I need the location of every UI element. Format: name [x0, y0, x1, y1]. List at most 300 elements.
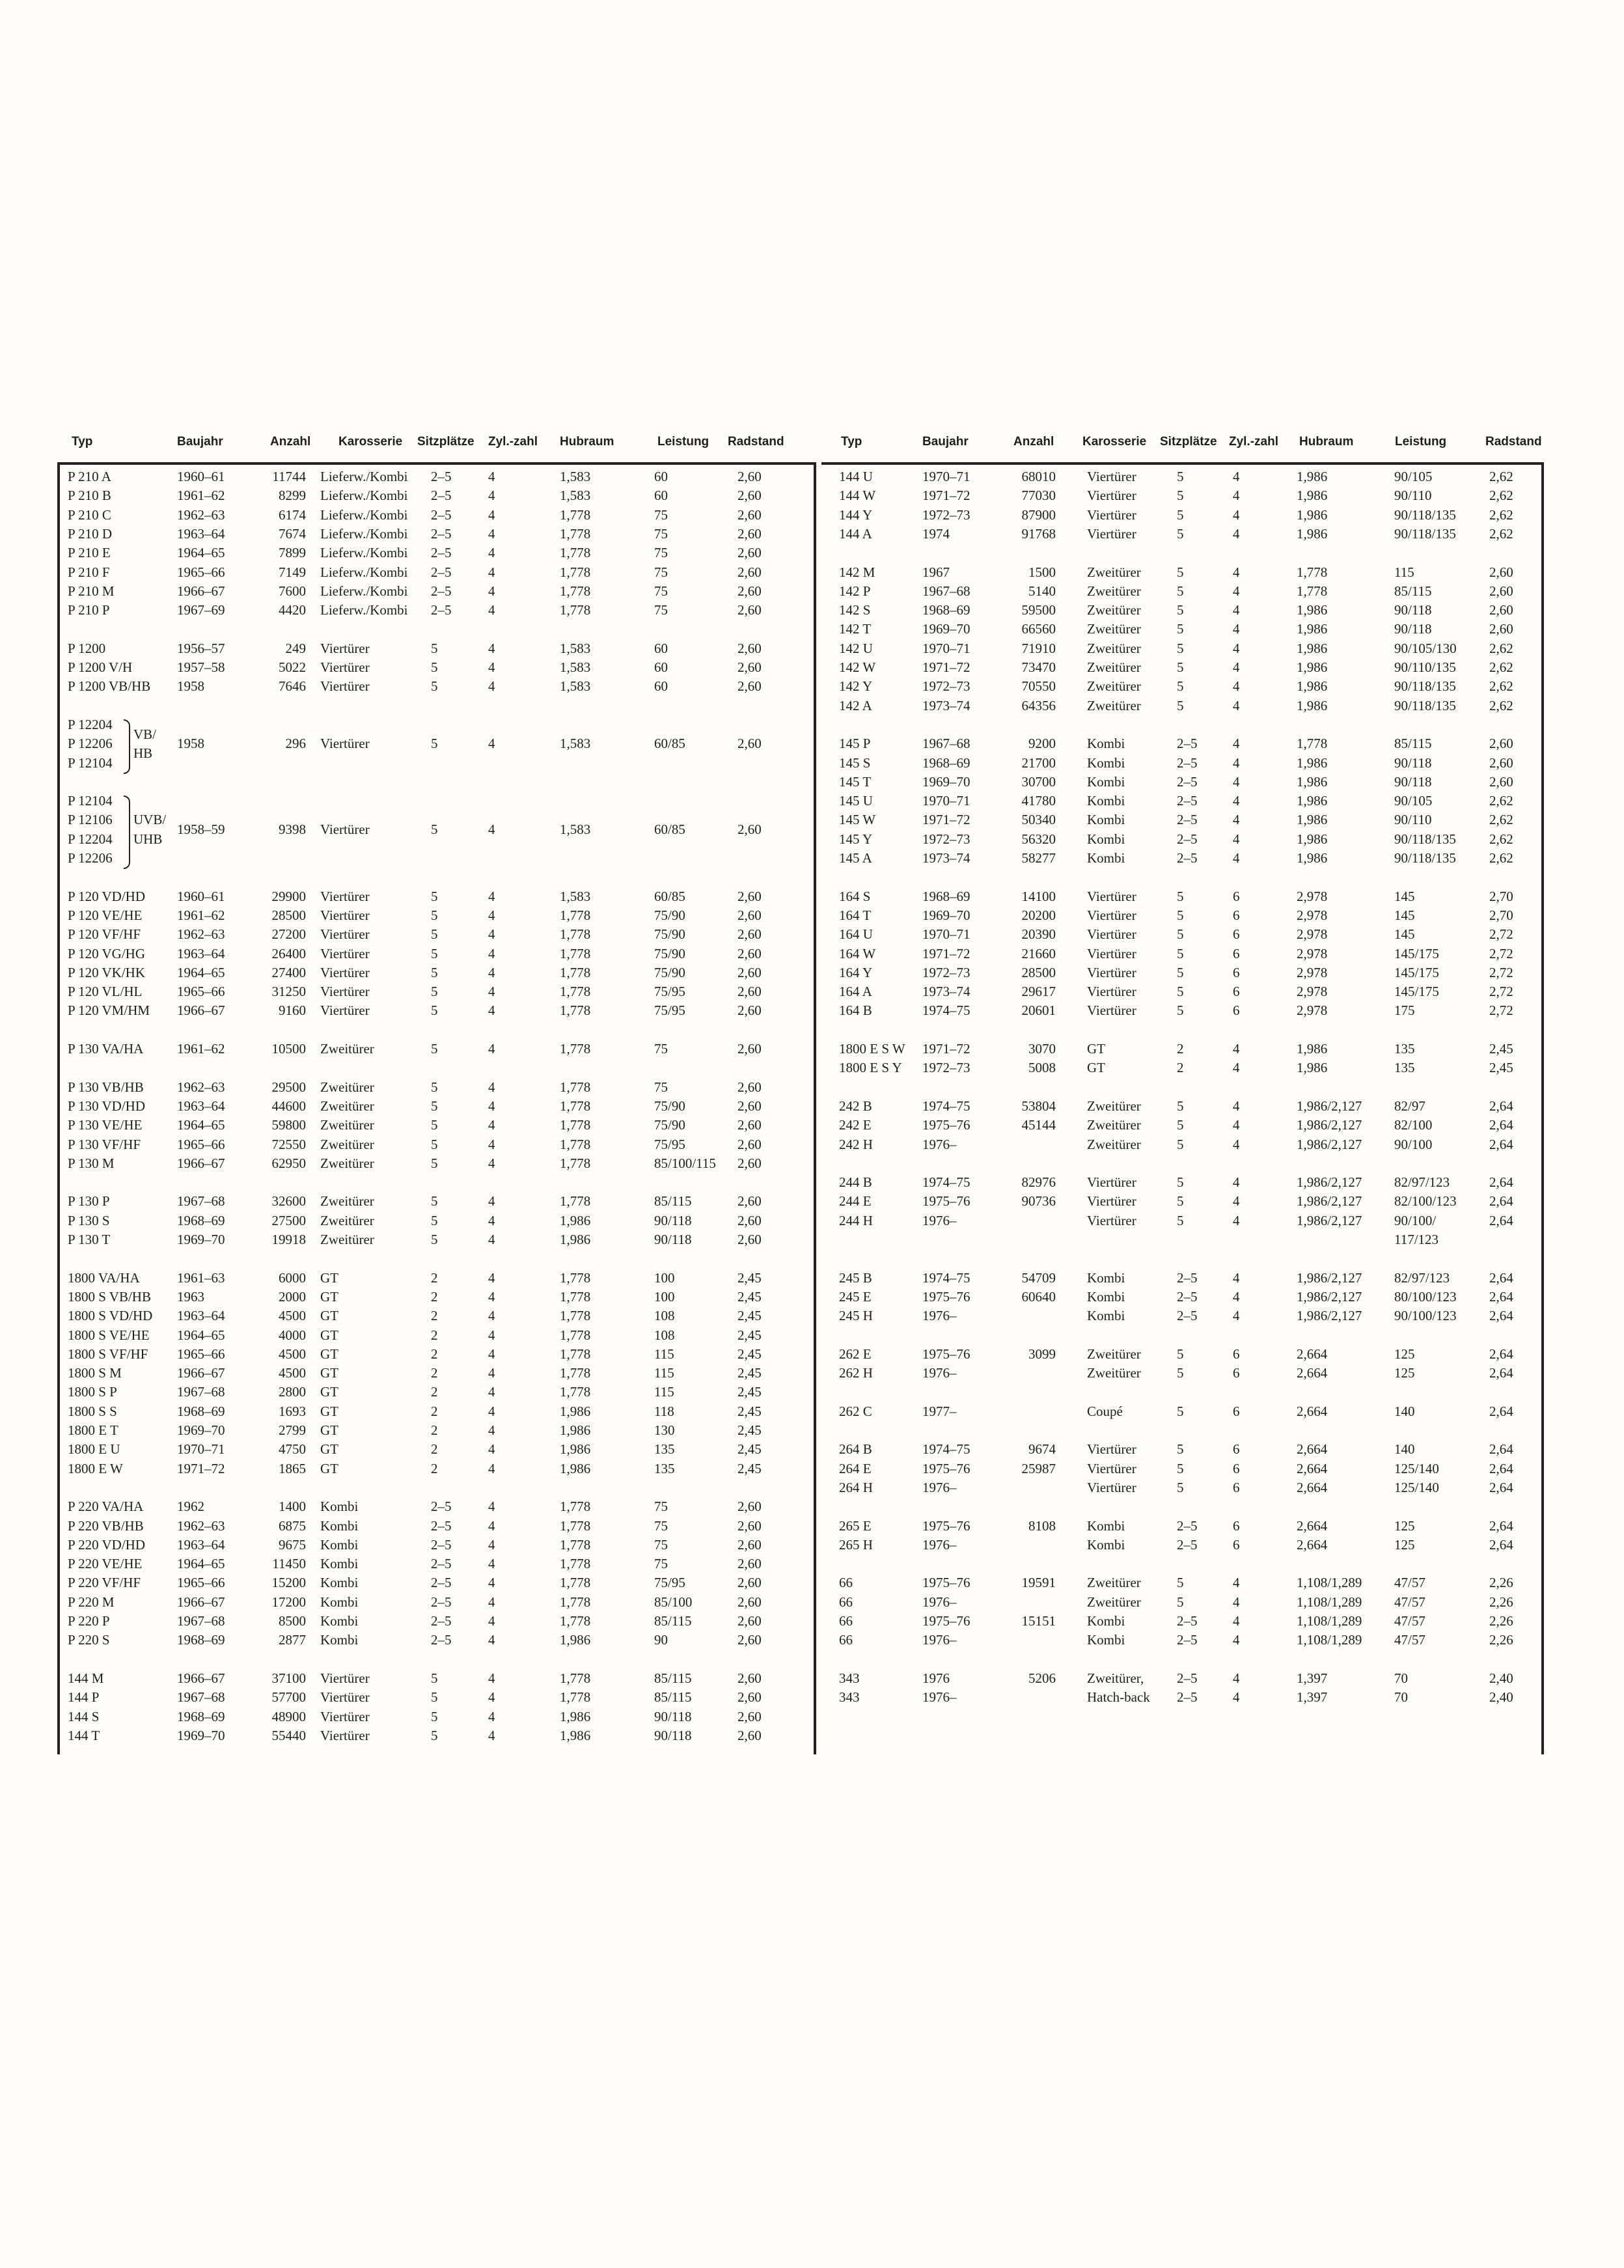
cell-hubraum: 1,583	[560, 736, 591, 752]
header-baujahr: Baujahr	[922, 435, 969, 449]
cell-karosserie: Zweitürer	[1087, 564, 1141, 580]
cell-leistung: 90/118/135	[1394, 697, 1456, 713]
cell-baujahr: 1966–67	[177, 1155, 225, 1171]
cell-sitzplaetze: 5	[431, 1689, 438, 1706]
cell-anzahl: 2877	[279, 1632, 306, 1648]
cell-karosserie: Viertürer	[1087, 1441, 1136, 1458]
cell-karosserie: Viertürer	[320, 945, 370, 961]
cell-sitzplaetze: 5	[1177, 964, 1184, 980]
cell-hubraum: 1,778	[560, 1288, 591, 1305]
cell-leistung: 145	[1394, 926, 1415, 943]
cell-karosserie: Viertürer	[1087, 964, 1136, 980]
cell-leistung: 108	[654, 1327, 675, 1343]
cell-karosserie: Kombi	[1087, 850, 1125, 866]
cell-karosserie: Viertürer	[320, 1670, 370, 1686]
cell-sitzplaetze: 5	[1177, 1098, 1184, 1114]
cell-sitzplaetze: 5	[1177, 525, 1184, 542]
header-karosserie: Karosserie	[1082, 435, 1147, 449]
cell-zylinder: 4	[1233, 488, 1240, 504]
cell-type: 262 H	[839, 1365, 873, 1381]
header-type: Typ	[72, 435, 93, 449]
cell-radstand: 2,62	[1489, 506, 1513, 523]
table-row	[0, 698, 1624, 717]
cell-hubraum: 1,986	[1297, 812, 1328, 828]
cell-leistung: 60/85	[654, 822, 685, 838]
cell-karosserie: Zweitürer	[1087, 583, 1141, 599]
table-row	[0, 1575, 1624, 1594]
cell-sitzplaetze: 2–5	[431, 506, 452, 523]
cell-baujahr: 1967–69	[177, 602, 225, 618]
cell-radstand: 2,62	[1489, 831, 1513, 847]
cell-anzahl: 7899	[279, 545, 306, 561]
cell-zylinder: 6	[1233, 907, 1240, 923]
cell-zylinder: 4	[488, 1632, 495, 1648]
cell-anzahl: 56320	[1021, 831, 1056, 847]
cell-hubraum: 2,664	[1297, 1460, 1328, 1476]
cell-sitzplaetze: 2–5	[1177, 812, 1198, 828]
cell-leistung: 70	[1394, 1689, 1408, 1706]
cell-anzahl: 20200	[1021, 907, 1056, 923]
cell-baujahr: 1960–61	[177, 888, 225, 904]
cell-sitzplaetze: 2	[431, 1403, 438, 1419]
cell-type: P 120 VD/HD	[68, 888, 146, 904]
cell-hubraum: 2,664	[1297, 1517, 1328, 1534]
cell-baujahr: 1963–64	[177, 945, 225, 961]
header-anzahl: Anzahl	[1013, 435, 1054, 449]
cell-baujahr: 1967–68	[922, 736, 970, 752]
cell-type: 164 B	[839, 1003, 872, 1019]
cell-baujahr: 1961–62	[177, 488, 225, 504]
cell-baujahr: 1964–65	[177, 545, 225, 561]
cell-karosserie: Zweitürer,	[1087, 1670, 1144, 1686]
cell-hubraum: 1,986	[1297, 602, 1328, 618]
cell-karosserie: Lieferw./Kombi	[320, 506, 408, 523]
cell-anzahl: 8500	[279, 1613, 306, 1629]
cell-type: 145 U	[839, 793, 873, 809]
cell-leistung: 85/115	[654, 1613, 692, 1629]
cell-hubraum: 1,986	[1297, 754, 1328, 771]
cell-leistung: 75	[654, 1079, 668, 1095]
cell-hubraum: 1,986	[1297, 621, 1328, 637]
cell-type: 1800 S P	[68, 1384, 117, 1400]
cell-karosserie: Viertürer	[1087, 1193, 1136, 1210]
cell-hubraum: 1,778	[560, 945, 591, 961]
cell-type: 242 B	[839, 1098, 872, 1114]
cell-sitzplaetze: 5	[431, 659, 438, 675]
cell-leistung: 175	[1394, 1003, 1415, 1019]
cell-radstand: 2,45	[737, 1441, 762, 1458]
cell-sitzplaetze: 2–5	[1177, 1269, 1198, 1286]
cell-karosserie: GT	[320, 1288, 338, 1305]
cell-radstand: 2,64	[1489, 1136, 1513, 1152]
cell-leistung: 90/118/135	[1394, 525, 1456, 542]
cell-karosserie: GT	[320, 1384, 338, 1400]
cell-sitzplaetze: 2–5	[1177, 1517, 1198, 1534]
cell-anzahl: 5008	[1028, 1060, 1056, 1076]
cell-karosserie: Lieferw./Kombi	[320, 469, 408, 484]
cell-sitzplaetze: 5	[1177, 469, 1184, 484]
cell-baujahr: 1968–69	[177, 1632, 225, 1648]
cell-hubraum: 1,778	[560, 926, 591, 943]
cell-sitzplaetze: 5	[431, 984, 438, 1000]
cell-leistung: 90/105	[1394, 793, 1433, 809]
cell-hubraum: 1,986	[1297, 678, 1328, 695]
table-row	[0, 1327, 1624, 1346]
cell-zylinder: 4	[1233, 1212, 1240, 1228]
cell-baujahr: 1971–72	[922, 1041, 970, 1057]
cell-zylinder: 4	[1233, 506, 1240, 523]
cell-sitzplaetze: 2–5	[431, 1517, 452, 1534]
cell-zylinder: 4	[1233, 583, 1240, 599]
cell-zylinder: 4	[488, 545, 495, 561]
cell-anzahl: 72550	[271, 1136, 306, 1152]
table-row	[0, 965, 1624, 984]
table-row	[0, 907, 1624, 926]
cell-karosserie: Viertürer	[1087, 1460, 1136, 1476]
cell-leistung: 75	[654, 602, 668, 618]
cell-baujahr: 1975–76	[922, 1346, 970, 1362]
cell-baujahr: 1976–	[922, 1594, 957, 1610]
cell-sitzplaetze: 5	[1177, 1212, 1184, 1228]
cell-karosserie: GT	[1087, 1060, 1105, 1076]
cell-sitzplaetze: 5	[1177, 1174, 1184, 1191]
cell-anzahl: 66560	[1021, 621, 1056, 637]
cell-type: P 130 M	[68, 1155, 115, 1171]
cell-type: P 12104	[68, 754, 113, 771]
cell-hubraum: 2,978	[1297, 1003, 1328, 1019]
cell-sitzplaetze: 2	[431, 1384, 438, 1400]
cell-anzahl: 3070	[1028, 1041, 1056, 1057]
cell-type: P 12106	[68, 812, 113, 828]
cell-zylinder: 4	[488, 1308, 495, 1324]
cell-anzahl: 31250	[271, 984, 306, 1000]
table-row	[0, 1213, 1624, 1232]
cell-baujahr: 1972–73	[922, 964, 970, 980]
cell-sitzplaetze: 2–5	[431, 564, 452, 580]
cell-leistung: 90/118	[654, 1727, 692, 1743]
cell-sitzplaetze: 2–5	[1177, 793, 1198, 809]
header-rule-right	[821, 462, 1544, 465]
cell-karosserie: Zweitürer	[320, 1155, 374, 1171]
cell-radstand: 2,60	[1489, 564, 1513, 580]
cell-karosserie: Viertürer	[320, 640, 370, 656]
cell-sitzplaetze: 2–5	[1177, 1308, 1198, 1324]
cell-zylinder: 4	[488, 1422, 495, 1438]
cell-karosserie: Lieferw./Kombi	[320, 583, 408, 599]
table-row	[0, 488, 1624, 506]
cell-leistung: 135	[654, 1441, 675, 1458]
cell-sitzplaetze: 5	[431, 945, 438, 961]
header-sitzplaetze: Sitzplätze	[417, 435, 475, 449]
cell-baujahr: 1968–69	[922, 888, 970, 904]
cell-radstand: 2,62	[1489, 659, 1513, 675]
cell-radstand: 2,60	[737, 907, 762, 923]
cell-type: P 12204	[68, 831, 113, 847]
cell-baujahr: 1968–69	[177, 1403, 225, 1419]
cell-leistung: 75/90	[654, 1117, 685, 1133]
cell-hubraum: 1,986	[1297, 773, 1328, 790]
cell-radstand: 2,60	[737, 1536, 762, 1553]
cell-sitzplaetze: 2	[431, 1269, 438, 1286]
header-hubraum: Hubraum	[1299, 435, 1354, 449]
cell-hubraum: 1,108/1,289	[1297, 1632, 1362, 1648]
cell-karosserie: GT	[320, 1403, 338, 1419]
cell-radstand: 2,64	[1489, 1460, 1513, 1476]
table-row	[0, 583, 1624, 602]
cell-sitzplaetze: 2	[431, 1327, 438, 1343]
header-hubraum: Hubraum	[560, 435, 614, 449]
cell-sitzplaetze: 5	[431, 1232, 438, 1247]
cell-type: 66	[839, 1594, 853, 1610]
cell-leistung: 60	[654, 488, 668, 504]
cell-sitzplaetze: 5	[431, 1117, 438, 1133]
cell-karosserie: Viertürer	[1087, 525, 1136, 542]
cell-type: 1800 S VF/HF	[68, 1346, 148, 1362]
cell-anzahl: 53804	[1021, 1098, 1056, 1114]
cell-zylinder: 6	[1233, 888, 1240, 904]
cell-anzahl: 90736	[1021, 1193, 1056, 1210]
cell-radstand: 2,45	[737, 1365, 762, 1381]
cell-sitzplaetze: 2–5	[431, 488, 452, 504]
cell-zylinder: 4	[1233, 1060, 1240, 1076]
cell-type: 142 U	[839, 640, 873, 656]
cell-anzahl: 6000	[279, 1269, 306, 1286]
cell-zylinder: 4	[1233, 1575, 1240, 1591]
cell-type: P 210 M	[68, 583, 115, 599]
cell-type: 244 H	[839, 1212, 873, 1228]
cell-baujahr: 1956–57	[177, 640, 225, 656]
cell-hubraum: 1,778	[560, 1308, 591, 1324]
cell-zylinder: 4	[1233, 812, 1240, 828]
cell-hubraum: 1,778	[560, 1155, 591, 1171]
cell-leistung: 90/118	[654, 1212, 692, 1228]
cell-leistung: 130	[654, 1422, 675, 1438]
cell-leistung: 75/90	[654, 926, 685, 943]
cell-hubraum: 1,778	[560, 1384, 591, 1400]
cell-anzahl: 45144	[1021, 1117, 1056, 1133]
cell-baujahr: 1962	[177, 1499, 204, 1515]
cell-hubraum: 1,986	[560, 1232, 591, 1247]
cell-hubraum: 1,778	[560, 1575, 591, 1591]
cell-karosserie: Zweitürer	[320, 1041, 374, 1057]
cell-baujahr: 1973–74	[922, 697, 970, 713]
cell-karosserie: Coupé	[1087, 1403, 1123, 1419]
cell-type: 144 Y	[839, 506, 873, 523]
cell-leistung: 75	[654, 525, 668, 542]
cell-sitzplaetze: 5	[1177, 640, 1184, 656]
cell-hubraum: 1,986/2,127	[1297, 1174, 1362, 1191]
cell-karosserie: Viertürer	[320, 736, 370, 752]
cell-hubraum: 1,986	[560, 1441, 591, 1458]
cell-karosserie: Lieferw./Kombi	[320, 602, 408, 618]
cell-sitzplaetze: 2–5	[431, 1575, 452, 1591]
cell-sitzplaetze: 5	[1177, 945, 1184, 961]
cell-anzahl: 5022	[279, 659, 306, 675]
cell-radstand: 2,64	[1489, 1193, 1513, 1210]
cell-hubraum: 1,778	[560, 564, 591, 580]
cell-sitzplaetze: 2–5	[431, 525, 452, 542]
header-leistung: Leistung	[1395, 435, 1447, 449]
cell-leistung: 90/118/135	[1394, 850, 1456, 866]
cell-baujahr: 1977–	[922, 1403, 957, 1419]
cell-karosserie: Viertürer	[1087, 907, 1136, 923]
cell-leistung: 90/100/123	[1394, 1308, 1457, 1324]
cell-baujahr: 1967–68	[177, 1689, 225, 1706]
cell-sitzplaetze: 5	[1177, 1441, 1184, 1458]
cell-baujahr: 1969–70	[177, 1727, 225, 1743]
cell-hubraum: 1,778	[560, 1689, 591, 1706]
cell-karosserie: Kombi	[320, 1575, 359, 1591]
cell-karosserie: Zweitürer	[320, 1079, 374, 1095]
cell-karosserie: Zweitürer	[1087, 659, 1141, 675]
cell-hubraum: 1,778	[560, 506, 591, 523]
cell-sitzplaetze: 2–5	[1177, 1536, 1198, 1553]
table-row	[0, 736, 1624, 754]
cell-baujahr: 1968–69	[922, 754, 970, 771]
cell-sitzplaetze: 2	[431, 1441, 438, 1458]
cell-hubraum: 1,986	[1297, 469, 1328, 484]
cell-type: 164 A	[839, 984, 872, 1000]
cell-sitzplaetze: 2–5	[431, 602, 452, 618]
cell-leistung: 90/118/135	[1394, 678, 1456, 695]
table-row	[0, 1041, 1624, 1060]
cell-hubraum: 1,986	[560, 1632, 591, 1648]
cell-anzahl: 7674	[279, 525, 306, 542]
cell-karosserie: Zweitürer	[320, 1098, 374, 1114]
cell-karosserie: Viertürer	[320, 1689, 370, 1706]
cell-hubraum: 1,778	[560, 907, 591, 923]
cell-sitzplaetze: 5	[1177, 1479, 1184, 1495]
cell-leistung: 85/115	[654, 1193, 692, 1210]
cell-karosserie: Lieferw./Kombi	[320, 545, 408, 561]
cell-anzahl: 58277	[1021, 850, 1056, 866]
cell-hubraum: 1,986	[560, 1727, 591, 1743]
cell-radstand: 2,60	[1489, 754, 1513, 771]
cell-type: P 220 VF/HF	[68, 1575, 141, 1591]
cell-sitzplaetze: 5	[1177, 621, 1184, 637]
cell-anzahl: 29900	[271, 888, 306, 904]
cell-karosserie: Kombi	[1087, 1536, 1125, 1553]
cell-radstand: 2,72	[1489, 926, 1513, 943]
cell-zylinder: 6	[1233, 1003, 1240, 1019]
cell-sitzplaetze: 2–5	[431, 1594, 452, 1610]
cell-leistung: 47/57	[1394, 1594, 1425, 1610]
cell-karosserie: Kombi	[1087, 1613, 1125, 1629]
cell-radstand: 2,60	[737, 945, 762, 961]
cell-leistung: 82/100/123	[1394, 1193, 1457, 1210]
cell-baujahr: 1974–75	[922, 1003, 970, 1019]
cell-type: 264 H	[839, 1479, 873, 1495]
cell-zylinder: 4	[1233, 602, 1240, 618]
cell-hubraum: 1,778	[560, 1594, 591, 1610]
cell-anzahl: 15200	[271, 1575, 306, 1591]
cell-karosserie: Viertürer	[1087, 888, 1136, 904]
cell-leistung: 60	[654, 469, 668, 484]
cell-hubraum: 1,986	[560, 1422, 591, 1438]
cell-radstand: 2,60	[737, 583, 762, 599]
table-row	[0, 1422, 1624, 1441]
cell-anzahl: 70550	[1021, 678, 1056, 695]
cell-anzahl: 2000	[279, 1288, 306, 1305]
cell-type: P 220 S	[68, 1632, 110, 1648]
cell-radstand: 2,60	[737, 525, 762, 542]
header-zylinder: Zyl.-zahl	[1229, 435, 1279, 449]
cell-leistung: 75	[654, 1536, 668, 1553]
cell-sitzplaetze: 2	[1177, 1060, 1184, 1076]
table-row	[0, 1480, 1624, 1499]
cell-zylinder: 4	[1233, 659, 1240, 675]
cell-radstand: 2,60	[737, 1594, 762, 1610]
cell-baujahr: 1976	[922, 1670, 950, 1686]
cell-baujahr: 1958	[177, 736, 204, 752]
cell-hubraum: 1,778	[1297, 736, 1328, 752]
cell-sitzplaetze: 5	[431, 736, 438, 752]
cell-zylinder: 4	[488, 1460, 495, 1476]
cell-radstand: 2,45	[737, 1308, 762, 1324]
cell-anzahl: 7600	[279, 583, 306, 599]
cell-anzahl: 1865	[279, 1460, 306, 1476]
cell-sitzplaetze: 5	[431, 1708, 438, 1724]
cell-zylinder: 4	[488, 945, 495, 961]
cell-baujahr: 1958–59	[177, 822, 225, 838]
cell-karosserie: Kombi	[1087, 1269, 1125, 1286]
cell-karosserie: Viertürer	[1087, 984, 1136, 1000]
cell-zylinder: 4	[488, 506, 495, 523]
cell-zylinder: 4	[1233, 1594, 1240, 1610]
cell-radstand: 2,64	[1489, 1098, 1513, 1114]
cell-sitzplaetze: 2–5	[431, 1613, 452, 1629]
cell-radstand: 2,60	[737, 1517, 762, 1534]
cell-radstand: 2,60	[737, 1098, 762, 1114]
cell-anzahl: 8108	[1028, 1517, 1056, 1534]
cell-baujahr: 1971–72	[922, 812, 970, 828]
cell-zylinder: 4	[488, 1193, 495, 1210]
cell-zylinder: 4	[1233, 773, 1240, 790]
cell-leistung: 75/95	[654, 1003, 685, 1019]
cell-radstand: 2,60	[737, 1689, 762, 1706]
cell-zylinder: 4	[1233, 1670, 1240, 1686]
cell-zylinder: 4	[1233, 621, 1240, 637]
cell-type: 142 M	[839, 564, 875, 580]
header-zylinder: Zyl.-zahl	[488, 435, 538, 449]
cell-radstand: 2,60	[737, 1232, 762, 1247]
cell-type: 66	[839, 1632, 853, 1648]
cell-zylinder: 4	[1233, 1117, 1240, 1133]
table-row	[0, 1384, 1624, 1403]
cell-baujahr: 1962–63	[177, 1517, 225, 1534]
cell-anzahl: 59800	[271, 1117, 306, 1133]
table-row	[0, 1441, 1624, 1460]
cell-type: 164 W	[839, 945, 876, 961]
cell-radstand: 2,64	[1489, 1346, 1513, 1362]
cell-leistung: 115	[654, 1384, 674, 1400]
cell-karosserie: Zweitürer	[1087, 1346, 1141, 1362]
cell-type: 164 T	[839, 907, 872, 923]
cell-type: 164 U	[839, 926, 873, 943]
cell-type: 1800 S S	[68, 1403, 117, 1419]
cell-leistung: 85/115	[654, 1670, 692, 1686]
cell-anzahl: 73470	[1021, 659, 1056, 675]
table-row	[0, 621, 1624, 640]
cell-hubraum: 1,778	[560, 1556, 591, 1572]
cell-sitzplaetze: 5	[431, 1155, 438, 1171]
cell-sitzplaetze: 5	[1177, 678, 1184, 695]
cell-baujahr: 1966–67	[177, 1003, 225, 1019]
cell-hubraum: 1,986	[1297, 488, 1328, 504]
cell-leistung: 145	[1394, 907, 1415, 923]
cell-zylinder: 4	[488, 1575, 495, 1591]
cell-radstand: 2,60	[737, 736, 762, 752]
